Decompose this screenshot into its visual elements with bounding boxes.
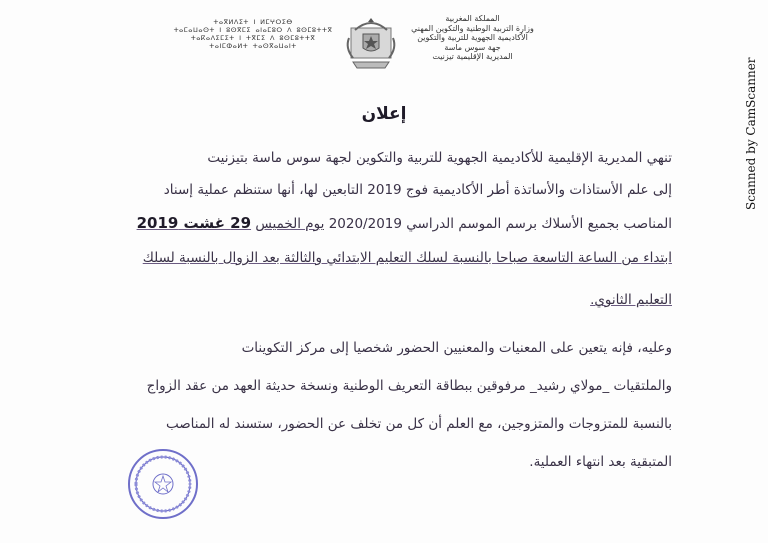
paragraph-line: وعليه، فإنه يتعين على المعنيات والمعنيين الحضور شخصيا إلى مركز التكوينات — [241, 340, 672, 356]
paragraph-line — [137, 214, 672, 232]
tifinagh-line: ⵜⴰⵏⵎⵀⴰⵍⵜ ⵜⴰⵙⴳⴰⵡⴰⵏⵜ — [209, 42, 297, 50]
paragraph-line: بالنسبة للمتزوجات والمتزوجين، مع العلم أن كل من تخلف عن الحضور، ستسند له المناصب — [165, 416, 672, 432]
arabic-header-line: المملكة المغربية — [445, 14, 500, 23]
paragraph-segment: المناصب بجميع الأسلاك برسم الموسم الدراسي 2020/2019 — [328, 216, 672, 232]
tifinagh-line: ⵜⴰⴽⴰⴷⵉⵎⵉⵜ ⵏ ⵜⴳⵎⵉ ⴷ ⵓⵙⵎⵓⵜⵜⴳ — [190, 34, 316, 42]
scanner-watermark: Scanned by CamScanner — [744, 57, 758, 210]
paragraph-line: إلى علم الأستاذات والأساتذة أطر الأكاديمية فوج 2019 التابعين لها، أنها ستنظم عملية إسناد — [163, 182, 672, 198]
royal-emblem-icon — [343, 14, 399, 74]
official-stamp-icon — [126, 447, 200, 521]
arabic-header — [405, 14, 540, 62]
paragraph-line: التعليم الثانوي. — [590, 292, 672, 308]
arabic-header-line: جهة سوس ماسة — [444, 42, 501, 52]
arabic-header-line: وزارة التربية الوطنية والتكوين المهني — [411, 23, 534, 33]
arabic-header-line: المديرية الإقليمية تيزنيت — [432, 52, 513, 61]
tifinagh-header — [168, 18, 338, 50]
paragraph-1 — [72, 150, 672, 330]
page-title: إعلان — [361, 104, 407, 124]
date-day: يوم الخميس — [255, 216, 325, 232]
paragraph-line: والملتقيات _مولاي رشيد_ مرفوقين ببطاقة التعريف الوطنية ونسخة حديثة العهد من عقد الزواج — [146, 378, 672, 394]
date-highlight: 29 غشت 2019 — [136, 214, 252, 232]
paragraph-line: المتبقية بعد انتهاء العملية. — [529, 454, 672, 470]
arabic-header-line: الأكاديمية الجهوية للتربية والتكوين — [417, 33, 528, 42]
paragraph-line: تنهي المديرية الإقليمية للأكاديمية الجهوية للتربية والتكوين لجهة سوس ماسة بتيزنيت — [207, 150, 672, 166]
tifinagh-line: ⵜⴰⵎⴰⵡⴰⵙⵜ ⵏ ⵓⵙⴳⵎⵉ ⴰⵏⴰⵎⵓⵔ ⴷ ⵓⵙⵎⵓⵜⵜⴳ — [173, 26, 333, 34]
paragraph-line: ابتداء من الساعة التاسعة صباحا بالنسبة لسلك التعليم الابتدائي والثالثة بعد الزوال بالنسبة لسلك — [142, 250, 672, 266]
tifinagh-line: ⵜⴰⴳⵍⴷⵉⵜ ⵏ ⵍⵎⵖⵔⵉⴱ — [213, 18, 293, 26]
